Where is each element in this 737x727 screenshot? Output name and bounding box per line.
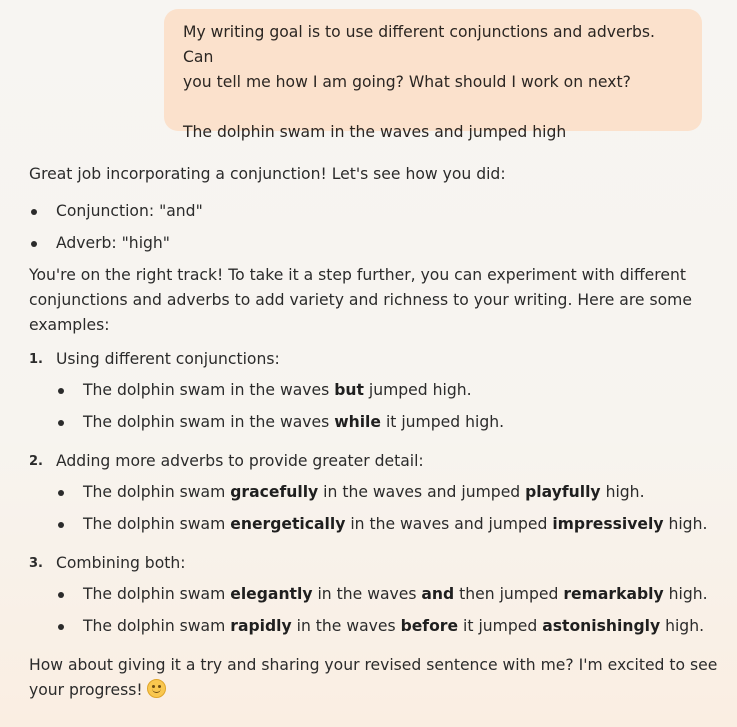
highlighted-word: remarkably bbox=[563, 585, 664, 603]
finding-item bbox=[29, 231, 719, 256]
sentence-fragment: The dolphin swam bbox=[83, 585, 231, 603]
examples-list bbox=[29, 347, 719, 639]
highlighted-word: gracefully bbox=[230, 483, 319, 501]
highlighted-word: rapidly bbox=[230, 617, 292, 635]
sentence-fragment: high. bbox=[663, 515, 708, 533]
highlighted-word: playfully bbox=[525, 483, 601, 501]
example-sentence bbox=[56, 614, 719, 639]
sentence-fragment: high. bbox=[663, 585, 708, 603]
example-sentence bbox=[56, 410, 719, 435]
example-section bbox=[29, 347, 719, 435]
sentence-fragment: it jumped bbox=[458, 617, 543, 635]
section-number: 3. bbox=[29, 556, 43, 571]
user-message-line: My writing goal is to use different conjunctions and adverbs. Can bbox=[183, 23, 655, 66]
example-list bbox=[56, 582, 719, 639]
example-list bbox=[56, 480, 719, 537]
sentence-fragment: The dolphin swam in the waves bbox=[83, 381, 335, 399]
sentence-fragment: high. bbox=[660, 617, 705, 635]
highlighted-word: before bbox=[400, 617, 459, 635]
response-intro: Great job incorporating a conjunction! Let's see how you did: bbox=[29, 165, 506, 183]
assistant-response bbox=[29, 162, 719, 703]
section-title: Using different conjunctions: bbox=[56, 350, 280, 368]
bullet-dot-icon bbox=[58, 592, 64, 598]
section-number: 1. bbox=[29, 352, 43, 367]
bullet-dot-icon bbox=[58, 624, 64, 630]
user-message-sentence: The dolphin swam in the waves and jumped high bbox=[183, 123, 567, 141]
finding-item bbox=[29, 199, 719, 224]
response-closing bbox=[29, 653, 719, 703]
sentence-fragment: it jumped high. bbox=[380, 413, 505, 431]
highlighted-word: astonishingly bbox=[542, 617, 661, 635]
highlighted-word: impressively bbox=[552, 515, 664, 533]
sentence-fragment: jumped high. bbox=[363, 381, 472, 399]
sentence-fragment: in the waves and jumped bbox=[318, 483, 526, 501]
example-sentence bbox=[56, 480, 719, 505]
finding-text: Adverb: "high" bbox=[56, 234, 170, 252]
response-paragraph: You're on the right track! To take it a step further, you can experiment with different conjunctions and adverbs to add variety and richness to your writing. Here are some examples: bbox=[29, 266, 692, 334]
highlighted-word: while bbox=[334, 413, 381, 431]
sentence-fragment: The dolphin swam bbox=[83, 617, 231, 635]
highlighted-word: elegantly bbox=[230, 585, 313, 603]
sentence-fragment: The dolphin swam bbox=[83, 515, 231, 533]
sentence-fragment: high. bbox=[600, 483, 645, 501]
example-sentence bbox=[56, 582, 719, 607]
example-sentence bbox=[56, 378, 719, 403]
example-sentence bbox=[56, 512, 719, 537]
sentence-fragment: The dolphin swam bbox=[83, 483, 231, 501]
findings-list bbox=[29, 199, 719, 256]
sentence-fragment: then jumped bbox=[454, 585, 564, 603]
user-message-bubble bbox=[164, 9, 702, 141]
highlighted-word: but bbox=[334, 381, 364, 399]
highlighted-word: energetically bbox=[230, 515, 346, 533]
finding-text: Conjunction: "and" bbox=[56, 202, 203, 220]
sentence-fragment: in the waves bbox=[291, 617, 401, 635]
section-title: Combining both: bbox=[56, 554, 186, 572]
example-section bbox=[29, 551, 719, 639]
smiling-face-icon bbox=[147, 679, 166, 698]
sentence-fragment: The dolphin swam in the waves bbox=[83, 413, 335, 431]
sentence-fragment: in the waves and jumped bbox=[345, 515, 553, 533]
sentence-fragment: in the waves bbox=[312, 585, 422, 603]
bullet-dot-icon bbox=[31, 209, 37, 215]
section-number: 2. bbox=[29, 454, 43, 469]
bullet-dot-icon bbox=[31, 241, 37, 247]
user-message-line: you tell me how I am going? What should I work on next? bbox=[183, 73, 631, 91]
bullet-dot-icon bbox=[58, 522, 64, 528]
highlighted-word: and bbox=[421, 585, 455, 603]
example-section bbox=[29, 449, 719, 537]
bullet-dot-icon bbox=[58, 420, 64, 426]
closing-text: How about giving it a try and sharing your revised sentence with me? I'm excited to see your progress! bbox=[29, 656, 718, 699]
bullet-dot-icon bbox=[58, 490, 64, 496]
example-list bbox=[56, 378, 719, 435]
section-title: Adding more adverbs to provide greater detail: bbox=[56, 452, 424, 470]
bullet-dot-icon bbox=[58, 388, 64, 394]
